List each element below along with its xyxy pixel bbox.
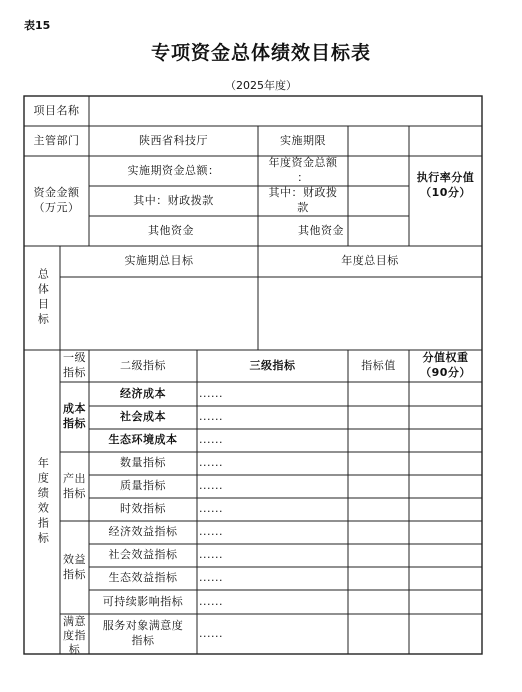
indicator-row-dots: ...... [199,433,223,447]
indicator-row-name: 生态环境成本 [108,433,178,447]
period-goal-label: 实施期总目标 [124,254,194,268]
output-indicator-group: 产出 指标 [63,471,86,500]
period-label: 实施期限 [280,133,326,147]
lvl3-header: 三级指标 [249,358,296,372]
annual-fiscal-label: 其中：财政拨 款 [268,186,338,214]
annual-total-label: 年度资金总额 ： [268,156,338,184]
period-fiscal-label: 其中：财政拨款 [133,193,214,207]
page-title: 专项资金总体绩效目标表 [150,42,371,64]
annual-goal-label: 年度总目标 [341,254,399,268]
period-total-label: 实施期资金总额： [127,163,220,177]
funds-label: 资金金额 （万元） [33,186,80,214]
indicator-row-name: 服务对象满意度 指标 [102,619,184,647]
annual-indicators-label: 年度绩效指标 [36,457,50,547]
year-label: （2025年度） [225,79,297,92]
benefit-indicator-group: 效益 指标 [63,552,86,581]
table-number: 表15 [24,19,51,32]
indicator-row-dots: ...... [199,594,223,608]
indicator-row-dots: ...... [199,548,223,562]
indicator-row-dots: ...... [199,456,223,470]
indicator-row-name: 质量指标 [120,479,166,493]
lvl2-header: 二级指标 [120,358,166,372]
project-name-field[interactable] [89,96,482,126]
dept-label: 主管部门 [33,133,80,147]
exec-rate-label: 执行率分值 （10分） [416,171,475,199]
cost-indicator-group: 成本 指标 [63,402,86,430]
indicator-row-name: 生态效益指标 [108,571,178,585]
indicator-row-dots: ...... [199,479,223,493]
indicator-row-dots: ...... [199,502,223,516]
project-name-label: 项目名称 [33,103,80,117]
indicator-row-dots: ...... [199,571,223,585]
overall-target-label: 总体目标 [36,268,50,328]
indicator-row-name: 社会成本 [120,410,166,424]
indicator-row-name: 时效指标 [120,502,166,516]
period-field[interactable] [348,126,482,156]
indicator-row-dots: ...... [199,386,223,400]
lvl1-header: 一级 指标 [63,351,86,379]
annual-other-label: 其他资金 [298,223,344,237]
dept-value: 陕西省科技厅 [139,133,208,147]
indicator-row-dots: ...... [199,410,223,424]
indicator-row-dots: ...... [199,525,223,539]
indicator-row-name: 数量指标 [120,456,166,470]
indicator-row-name: 可持续影响指标 [102,594,184,608]
indicator-row-dots: ...... [199,626,223,640]
period-other-label: 其他资金 [148,223,194,237]
weight-header: 分值权重 （90分） [420,351,471,379]
value-header: 指标值 [361,358,396,372]
indicator-row-name: 经济效益指标 [108,525,178,539]
indicator-row-name: 经济成本 [120,386,166,400]
indicator-row-name: 社会效益指标 [108,548,178,562]
satisfaction-indicator-group: 满意 度指 标 [63,615,86,656]
